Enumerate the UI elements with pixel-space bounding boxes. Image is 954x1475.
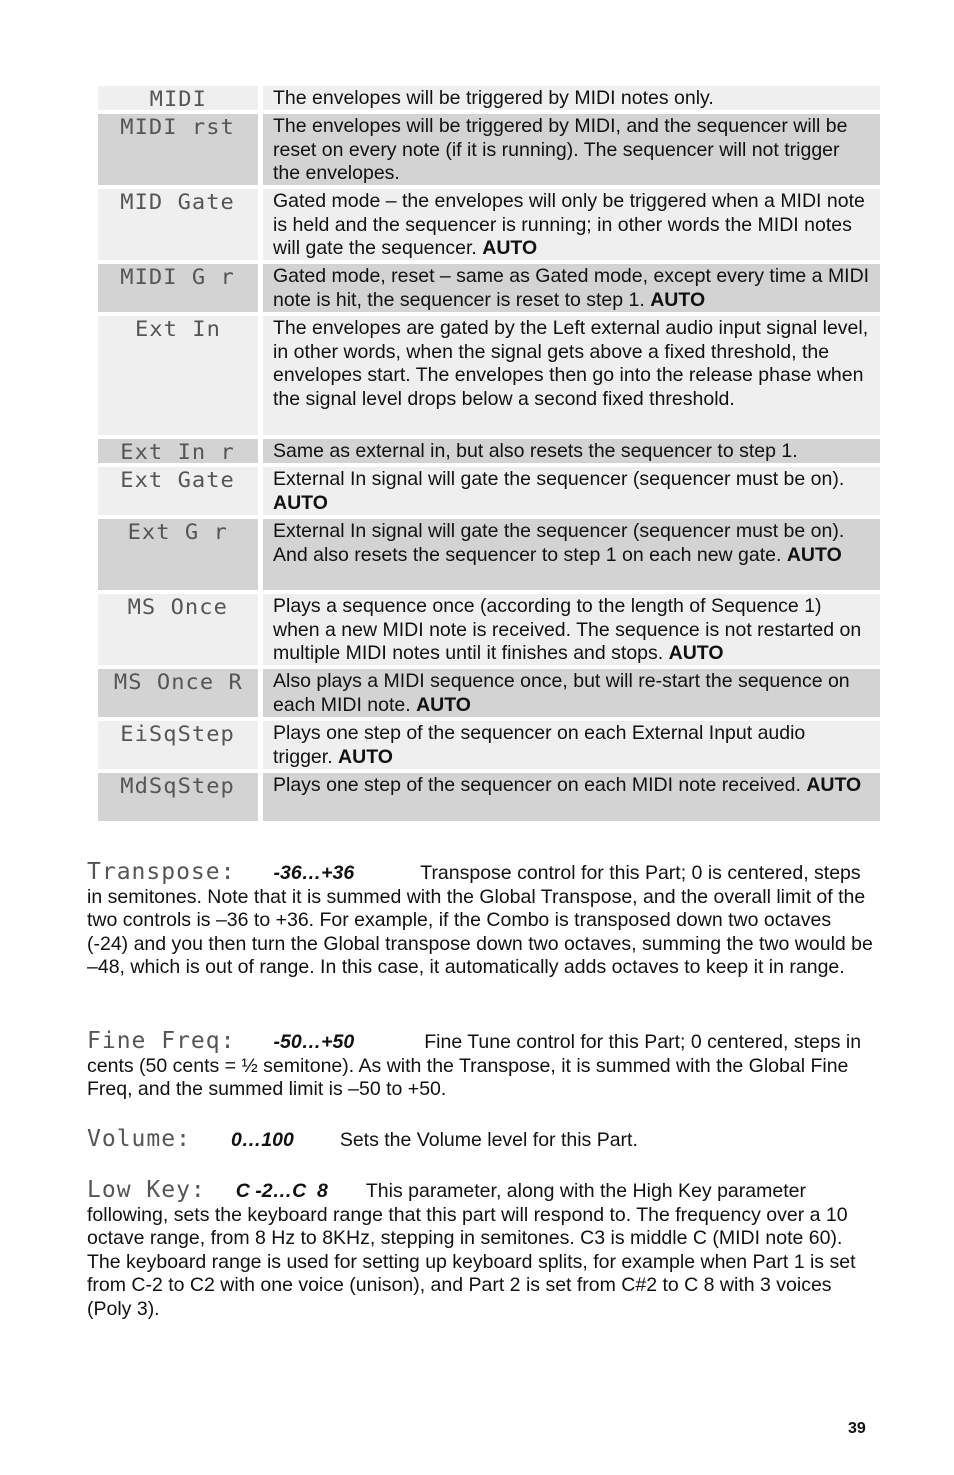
page-number: 39 bbox=[848, 1420, 866, 1437]
table-row bbox=[98, 264, 880, 312]
row-description: Plays one step of the sequencer on each External Input audio trigger. bbox=[273, 722, 806, 768]
lcd-label: Ext Gate bbox=[120, 468, 236, 492]
table-row bbox=[98, 439, 880, 463]
auto-tag: AUTO bbox=[650, 288, 706, 311]
table-row bbox=[98, 189, 880, 260]
row-description: Same as external in, but also resets the sequencer to step 1. bbox=[273, 440, 798, 462]
transpose-text: Transpose control for this Part; 0 is centered, steps in semitones. Note that it is summed with the Global Transpose, and the overall limit of the two controls is –36 to +36. For example, if the Combo is transposed down two octaves (-24) and you then turn the Global transpose down two octaves, summing the two would be –48, which is out of range. In this case, it automatically adds octaves to keep it in range. bbox=[87, 862, 873, 978]
row-description: The envelopes are gated by the Left external audio input signal level, in other words, when the signal gets above a fixed threshold, the envelopes start. The envelopes then go into the release phase when the signal level drops below a second fixed threshold. bbox=[273, 317, 869, 410]
lcd-label: MdSqStep bbox=[120, 774, 236, 798]
table-row bbox=[98, 594, 880, 665]
table-row bbox=[98, 773, 880, 821]
lcd-label: Ext In r bbox=[120, 440, 236, 464]
lcd-label: Ext G r bbox=[127, 520, 229, 544]
fine-freq-title: Fine Freq: bbox=[87, 1028, 236, 1054]
row-description: External In signal will gate the sequencer (sequencer must be on). bbox=[273, 468, 845, 490]
fine-freq-text: Fine Tune control for this Part; 0 centered, steps in cents (50 cents = ½ semitone). As with the Transpose, it is summed with the Global Fine Freq, and the summed limit is –50 to +50. bbox=[87, 1031, 862, 1100]
lcd-label: EiSqStep bbox=[120, 722, 236, 746]
low-key-range: C -2…C 8 bbox=[235, 1180, 328, 1202]
table-row bbox=[98, 669, 880, 717]
table-row bbox=[98, 721, 880, 769]
auto-tag: AUTO bbox=[338, 745, 393, 768]
row-description: External In signal will gate the sequencer (sequencer must be on). And also resets the sequencer to step 1 on each new gate. bbox=[273, 520, 845, 566]
trigger-mode-table bbox=[98, 86, 880, 825]
auto-tag: AUTO bbox=[806, 774, 862, 796]
lcd-label: MIDI G r bbox=[120, 265, 236, 289]
row-description: Gated mode, reset – same as Gated mode, except every time a MIDI note is hit, the sequencer is reset to step 1. bbox=[273, 265, 870, 311]
table-row bbox=[98, 467, 880, 515]
auto-tag: AUTO bbox=[482, 237, 538, 259]
volume-title: Volume: bbox=[87, 1126, 191, 1152]
auto-tag: AUTO bbox=[416, 693, 471, 716]
row-description: The envelopes will be triggered by MIDI notes only. bbox=[273, 87, 714, 109]
table-row bbox=[98, 519, 880, 590]
auto-tag: AUTO bbox=[786, 543, 842, 566]
row-description: Plays one step of the sequencer on each MIDI note received. bbox=[273, 774, 801, 796]
volume-paragraph bbox=[87, 1128, 877, 1153]
table-row bbox=[98, 114, 880, 185]
volume-range: 0…100 bbox=[230, 1129, 294, 1151]
transpose-range: -36…+36 bbox=[273, 862, 355, 884]
transpose-paragraph bbox=[87, 861, 877, 980]
lcd-label: MS Once bbox=[127, 595, 229, 619]
lcd-label: MIDI bbox=[149, 87, 207, 111]
low-key-text: This parameter, along with the High Key parameter following, sets the keyboard range that this part will respond to. The frequency over a 10 octave range, from 8 Hz to 8KHz, stepping in semitones. C3 is middle C (MIDI note 60). The keyboard range is used for setting up keyboard splits, for example when Part 1 is set from C-2 to C2 with one voice (unison), and Part 2 is set from C#2 to C 8 with 3 voices (Poly 3). bbox=[87, 1180, 856, 1320]
row-description: Plays a sequence once (according to the length of Sequence 1) when a new MIDI note is received. The sequence is not restarted on multiple MIDI notes until it finishes and stops. bbox=[273, 595, 862, 664]
row-description: Also plays a MIDI sequence once, but will re-start the sequence on each MIDI note. bbox=[273, 670, 850, 716]
row-description: Gated mode – the envelopes will only be triggered when a MIDI note is held and the sequencer is running; in other words the MIDI notes will gate the sequencer. bbox=[273, 190, 865, 259]
fine-freq-paragraph bbox=[87, 1030, 877, 1102]
table-row bbox=[98, 316, 880, 435]
lcd-label: Ext In bbox=[135, 317, 221, 341]
row-description: The envelopes will be triggered by MIDI, and the sequencer will be reset on every note (if it is running). The sequencer will not trigger the envelopes. bbox=[273, 115, 848, 184]
lcd-label: MIDI rst bbox=[120, 115, 236, 139]
lcd-label: MS Once R bbox=[113, 670, 243, 694]
low-key-title: Low Key: bbox=[87, 1177, 206, 1203]
table-row bbox=[98, 86, 880, 110]
auto-tag: AUTO bbox=[668, 642, 724, 664]
transpose-title: Transpose: bbox=[87, 859, 236, 885]
lcd-label: MID Gate bbox=[120, 190, 236, 214]
fine-freq-range: -50…+50 bbox=[273, 1031, 355, 1053]
volume-text: Sets the Volume level for this Part. bbox=[339, 1129, 638, 1151]
low-key-paragraph bbox=[87, 1179, 877, 1321]
auto-tag: AUTO bbox=[273, 491, 328, 514]
